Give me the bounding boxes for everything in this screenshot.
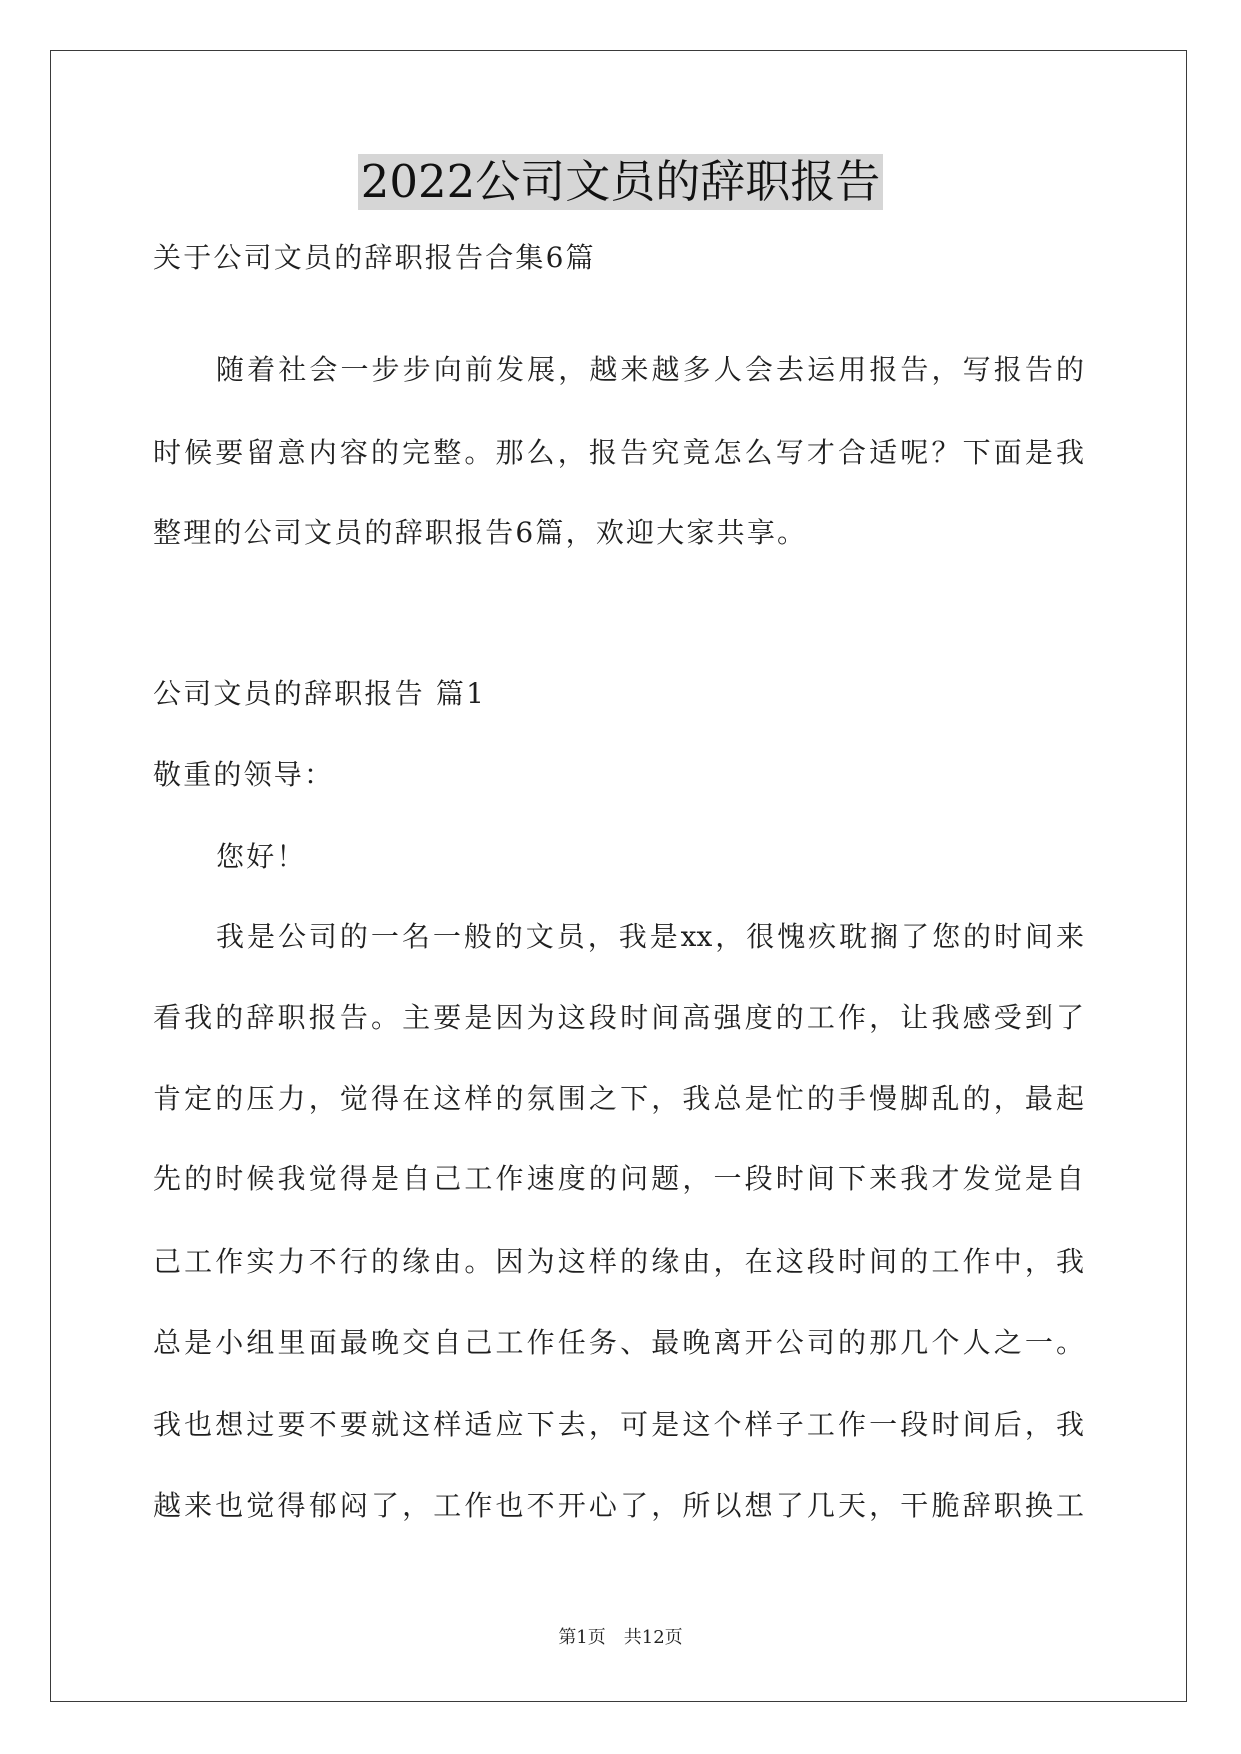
greeting: 您好！ [216, 840, 307, 873]
letter-line-8: 越来也觉得郁闷了，工作也不开心了，所以想了几天，干脆辞职换工 [153, 1489, 1084, 1522]
document-title: 2022公司文员的辞职报告 [358, 154, 884, 210]
title-container [0, 154, 1241, 210]
letter-line-2: 看我的辞职报告。主要是因为这段时间高强度的工作，让我感受到了 [153, 1001, 1084, 1034]
letter-line-7: 我也想过要不要就这样适应下去，可是这个样子工作一段时间后，我 [153, 1408, 1084, 1441]
intro-line-3: 整理的公司文员的辞职报告6篇，欢迎大家共享。 [153, 516, 808, 549]
letter-line-3: 肯定的压力，觉得在这样的氛围之下，我总是忙的手慢脚乱的，最起 [153, 1082, 1084, 1115]
intro-line-1: 随着社会一步步向前发展，越来越多人会去运用报告，写报告的 [216, 353, 1084, 386]
letter-line-6: 总是小组里面最晚交自己工作任务、最晚离开公司的那几个人之一。 [153, 1326, 1084, 1359]
letter-line-5: 己工作实力不行的缘由。因为这样的缘由，在这段时间的工作中，我 [153, 1245, 1084, 1278]
letter-line-4: 先的时候我觉得是自己工作速度的问题，一段时间下来我才发觉是自 [153, 1162, 1084, 1195]
salutation: 敬重的领导： [153, 758, 335, 791]
collection-heading: 关于公司文员的辞职报告合集6篇 [153, 241, 596, 274]
letter-line-1: 我是公司的一名一般的文员，我是xx，很愧疚耽搁了您的时间来 [216, 920, 1084, 953]
page-number-footer: 第1页 共12页 [558, 1627, 683, 1648]
section-heading: 公司文员的辞职报告 篇1 [153, 677, 487, 710]
intro-line-2: 时候要留意内容的完整。那么，报告究竟怎么写才合适呢？下面是我 [153, 436, 1084, 469]
